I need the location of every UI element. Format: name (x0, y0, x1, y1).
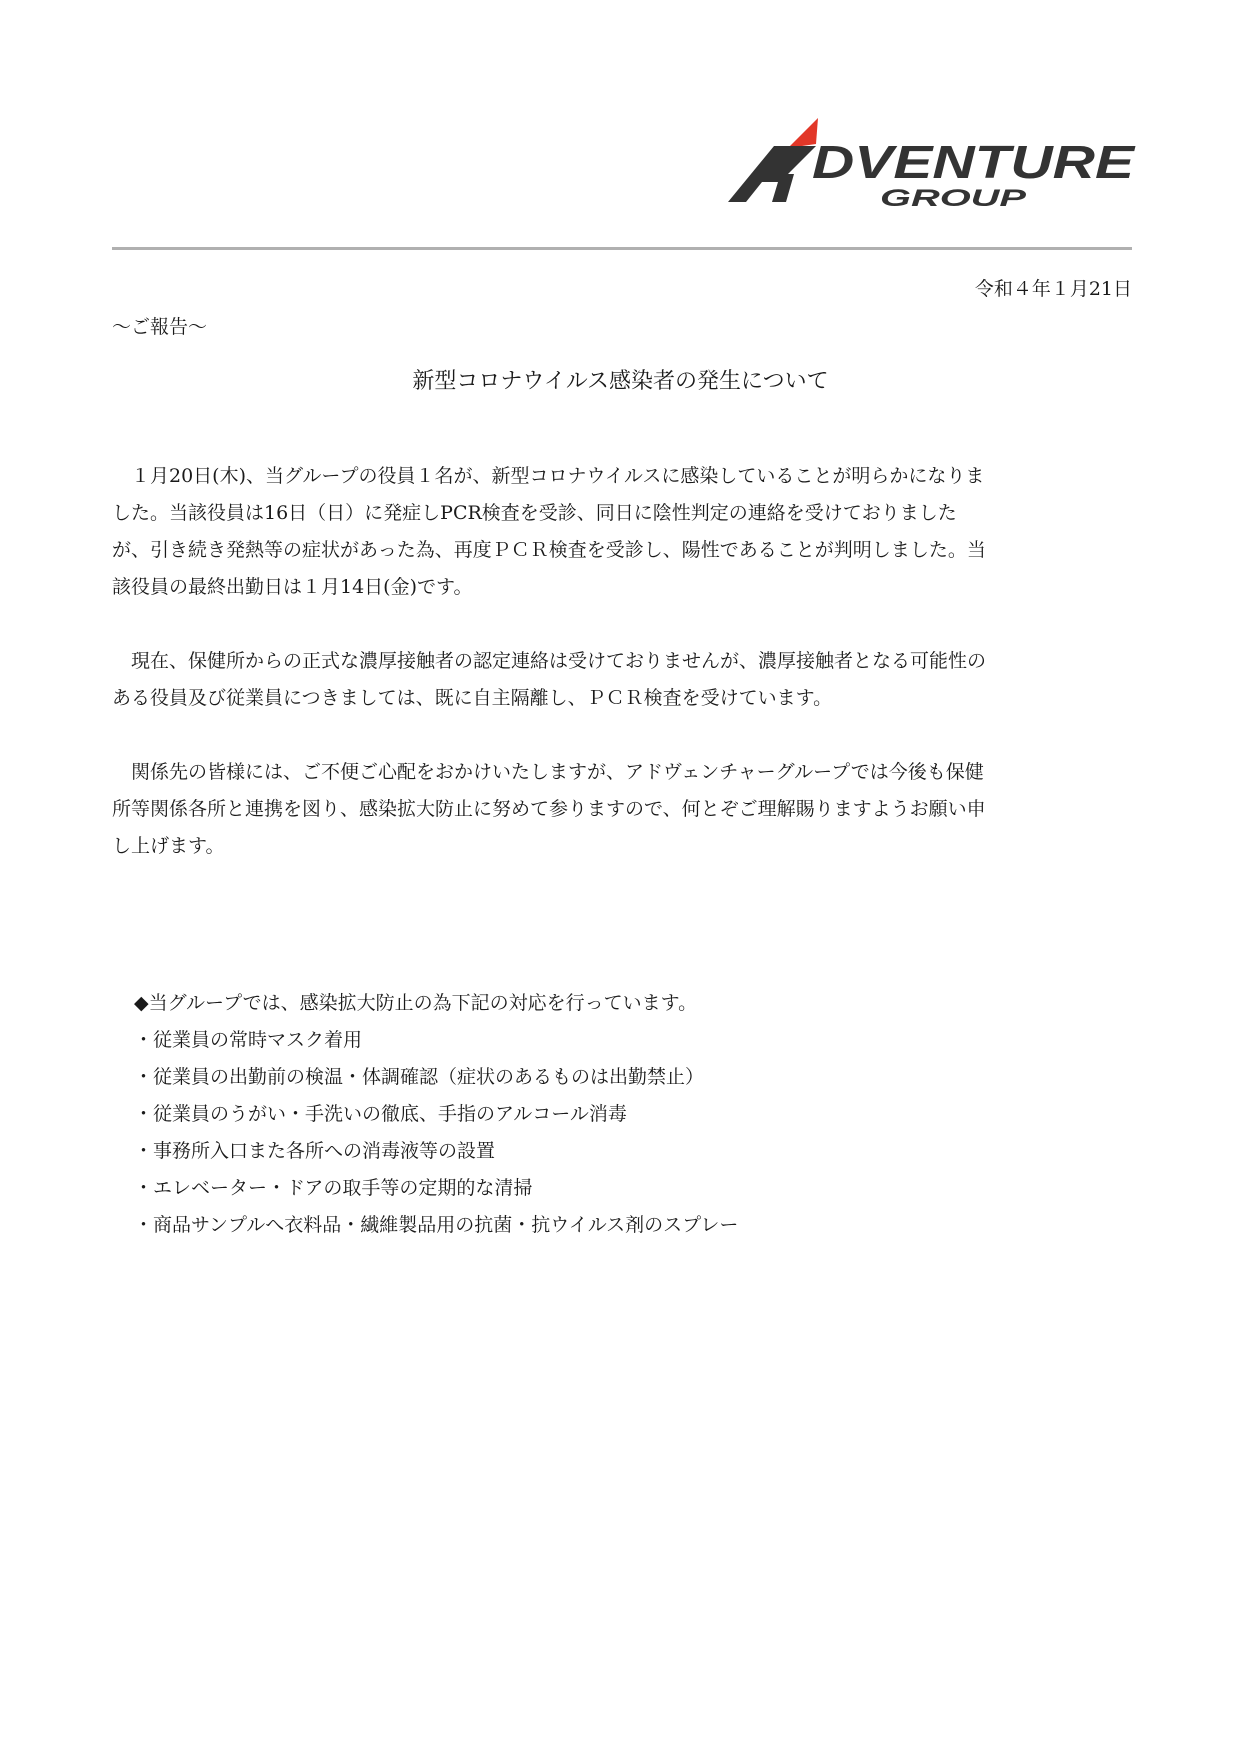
logo-group-text: GROUP (880, 185, 1028, 212)
document-title: 新型コロナウイルス感染者の発生について (412, 369, 829, 394)
paragraph-line: 所等関係各所と連携を図り、感染拡大防止に努めて参りますので、何とぞご理解賜りますようお願い申 (112, 798, 986, 820)
paragraph-line: ある役員及び従業員につきましては、既に自主隔離し、ＰＣＲ検査を受けています。 (112, 687, 833, 709)
company-logo (728, 116, 1138, 212)
paragraph-apology (112, 754, 1132, 865)
paragraph-line: １月20日(木)、当グループの役員１名が、新型コロナウイルスに感染していることが明らかになりま (112, 465, 985, 487)
document-date: 令和４年１月21日 (974, 278, 1132, 300)
adventure-group-logo-image (728, 116, 1138, 212)
logo-wordmark: DVENTURE (812, 136, 1136, 188)
paragraph-line: 現在、保健所からの正式な濃厚接触者の認定連絡は受けておりませんが、濃厚接触者となる可能性の (112, 650, 987, 672)
logo-a-shape (728, 146, 816, 202)
document-body (112, 458, 1132, 865)
paragraph-infection-report (112, 458, 1132, 606)
measure-item: ・従業員の出勤前の検温・体調確認（症状のあるものは出勤禁止） (134, 1066, 705, 1088)
paragraph-line: 関係先の皆様には、ご不便ご心配をおかけいたしますが、アドヴェンチャーグループでは今後も保健 (112, 761, 984, 783)
measure-item: ・従業員のうがい・手洗いの徹底、手指のアルコール消毒 (134, 1103, 627, 1125)
measures-list (134, 985, 738, 1244)
report-label: ～ご報告～ (112, 316, 208, 338)
measure-item: ・従業員の常時マスク着用 (134, 1029, 363, 1051)
measures-heading: ◆当グループでは、感染拡大防止の為下記の対応を行っています。 (134, 992, 698, 1014)
paragraph-line: が、引き続き発熱等の症状があった為、再度ＰＣＲ検査を受診し、陽性であることが判明しました。当 (112, 539, 986, 561)
paragraph-line: し上げます。 (112, 835, 225, 857)
paragraph-close-contacts (112, 643, 1132, 717)
measure-item: ・エレベーター・ドアの取手等の定期的な清掃 (134, 1177, 533, 1199)
paragraph-line: した。当該役員は16日（日）に発症しPCR検査を受診、同日に陰性判定の連絡を受けておりました (112, 502, 957, 524)
measure-item: ・事務所入口また各所への消毒液等の設置 (134, 1140, 496, 1162)
paragraph-line: 該役員の最終出勤日は１月14日(金)です。 (112, 576, 473, 598)
measure-item: ・商品サンプルへ衣料品・繊維製品用の抗菌・抗ウイルス剤のスプレー (134, 1214, 739, 1236)
header-divider (112, 247, 1132, 250)
